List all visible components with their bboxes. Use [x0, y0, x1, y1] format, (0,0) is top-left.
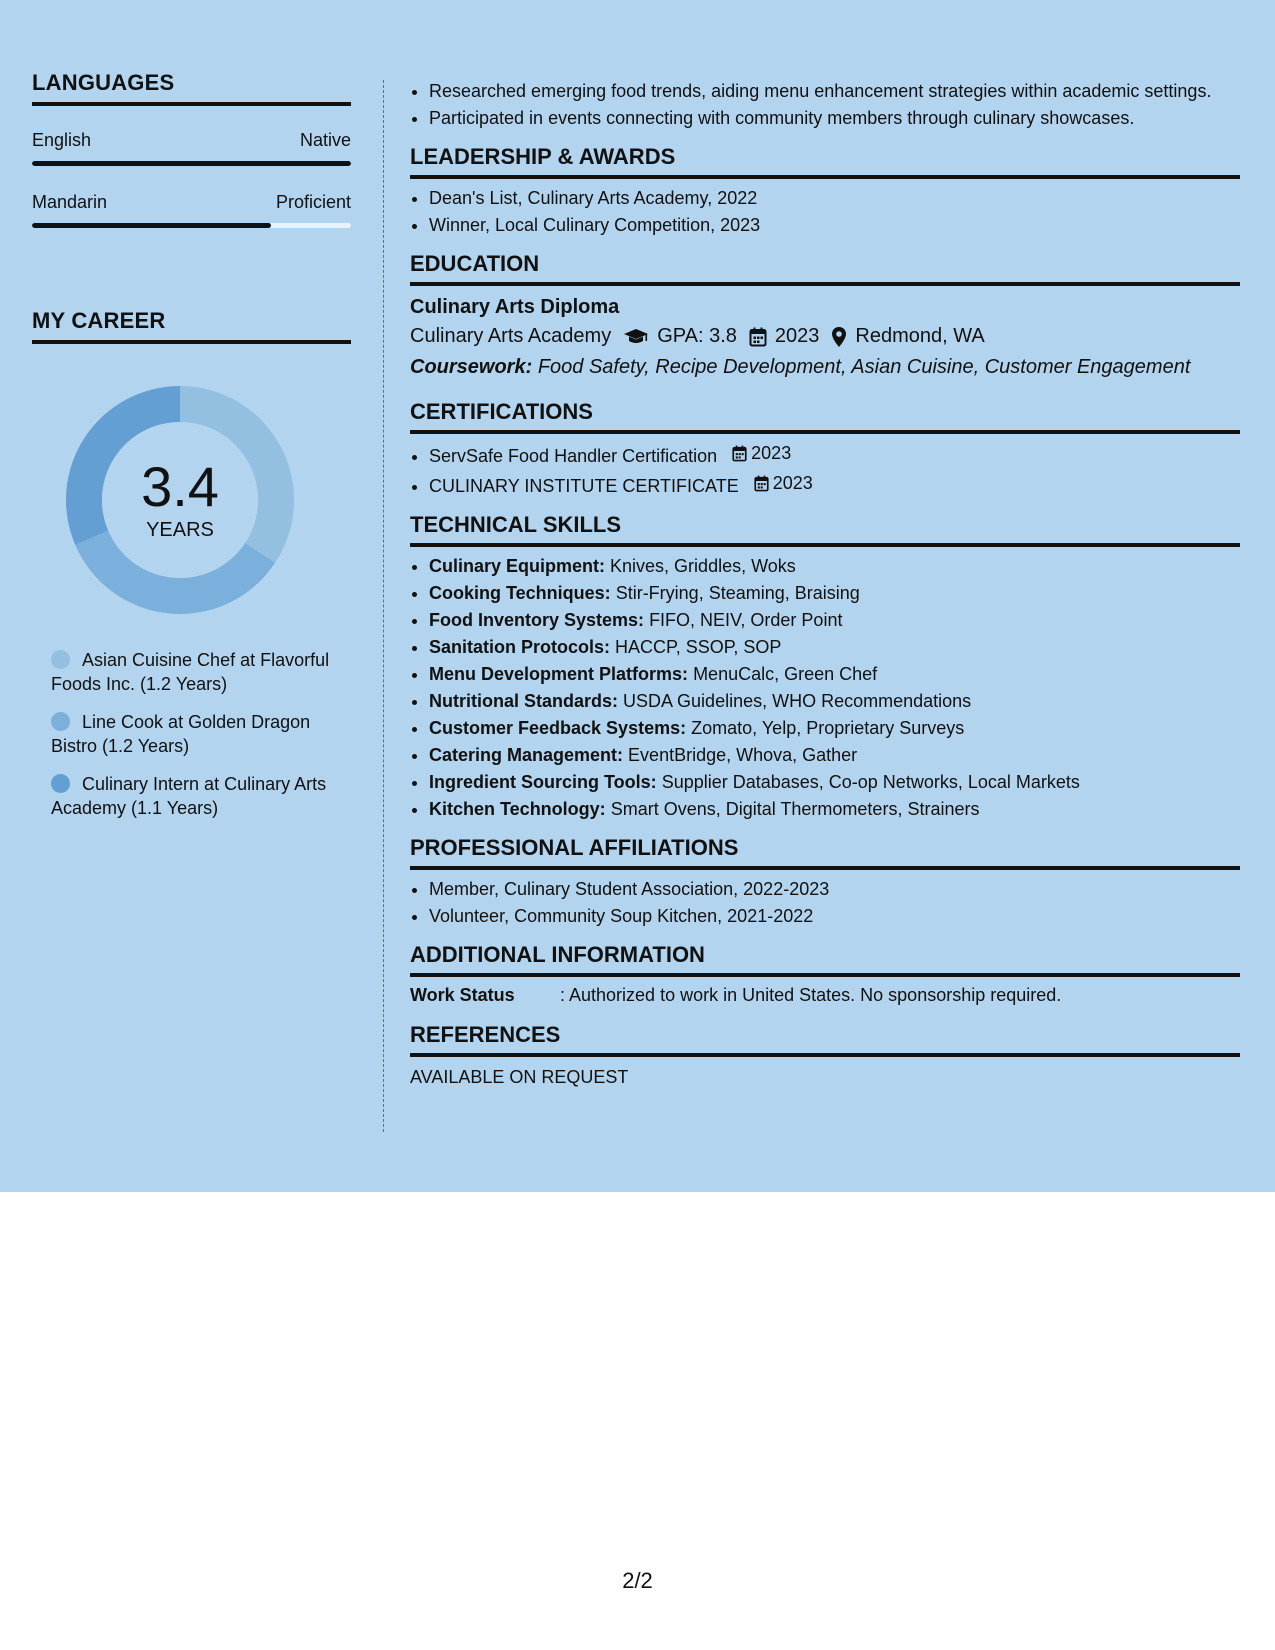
- skill-label: Kitchen Technology:: [429, 799, 606, 819]
- coursework-label: Coursework:: [410, 356, 533, 378]
- page-number: 2/2: [622, 1568, 653, 1593]
- language-name: English: [32, 130, 92, 150]
- list-item: [429, 688, 1240, 715]
- calendar-icon: [749, 327, 767, 347]
- skill-label: Sanitation Protocols:: [429, 637, 611, 657]
- section-title: LEADERSHIP & AWARDS: [410, 144, 1240, 179]
- education-details: [410, 325, 1240, 348]
- affiliations-list: [410, 876, 1240, 930]
- language-bar-fill: [32, 161, 351, 166]
- skill-value: Smart Ovens, Digital Thermometers, Strainers: [610, 799, 980, 819]
- section-title: CERTIFICATIONS: [410, 399, 1240, 434]
- section-title: EDUCATION: [410, 251, 1240, 286]
- list-item: [429, 661, 1240, 688]
- list-item: • Member, Culinary Student Association, 2022-2023: [429, 876, 1240, 903]
- list-item: [429, 580, 1240, 607]
- affiliations-section: [410, 835, 1240, 930]
- certifications-list: [410, 440, 1240, 500]
- section-title: ADDITIONAL INFORMATION: [410, 942, 1240, 977]
- language-bar-mandarin: [32, 223, 351, 228]
- language-level: Proficient: [275, 192, 351, 212]
- donut-center: [66, 386, 294, 614]
- leadership-list: [410, 185, 1240, 239]
- legend-dot: [51, 774, 70, 793]
- skills-section: [410, 512, 1240, 823]
- skill-value: USDA Guidelines, WHO Recommendations: [623, 691, 972, 711]
- language-bar-english: [32, 161, 351, 166]
- section-title: REFERENCES: [410, 1022, 1240, 1057]
- skill-label: Culinary Equipment:: [429, 556, 606, 576]
- language-name: Mandarin: [32, 192, 108, 212]
- list-item: • Winner, Local Culinary Competition, 2023: [429, 212, 1240, 239]
- career-heading: MY CAREER: [32, 308, 351, 344]
- career-total-value: 3.4: [141, 454, 219, 518]
- language-item-english: [32, 130, 351, 151]
- skills-list: [410, 553, 1240, 823]
- legend-item: [51, 710, 341, 758]
- list-item: [429, 634, 1240, 661]
- leadership-section: [410, 144, 1240, 239]
- additional-section: [410, 942, 1240, 1006]
- list-item: • Dean's List, Culinary Arts Academy, 2022: [429, 185, 1240, 212]
- coursework-value: Food Safety, Recipe Development, Asian Cuisine, Customer Engagement: [537, 356, 1191, 378]
- section-title: PROFESSIONAL AFFILIATIONS: [410, 835, 1240, 870]
- legend-item: [51, 772, 341, 820]
- list-item: [429, 440, 1240, 470]
- certifications-section: [410, 399, 1240, 500]
- education-year: 2023: [774, 325, 820, 347]
- skill-value: Supplier Databases, Co-op Networks, Local Markets: [661, 772, 1080, 792]
- certification-name: CULINARY INSTITUTE CERTIFICATE: [429, 476, 739, 496]
- work-status-value: : Authorized to work in United States. No sponsorship required.: [560, 985, 1062, 1005]
- location-pin-icon: [831, 326, 847, 348]
- list-item: • Researched emerging food trends, aiding menu enhancement strategies within academic settings.: [429, 78, 1240, 105]
- section-title: TECHNICAL SKILLS: [410, 512, 1240, 547]
- calendar-icon: [732, 445, 747, 462]
- education-gpa: GPA: 3.8: [657, 325, 737, 347]
- skill-label: Catering Management:: [429, 745, 624, 765]
- experience-bullets: [410, 78, 1240, 132]
- certification-name: ServSafe Food Handler Certification: [429, 446, 718, 466]
- column-divider: [383, 80, 384, 1132]
- skill-label: Menu Development Platforms:: [429, 664, 689, 684]
- list-item: [429, 715, 1240, 742]
- languages-heading: LANGUAGES: [32, 70, 351, 106]
- skill-label: Food Inventory Systems:: [429, 610, 645, 630]
- certification-year: 2023: [751, 443, 792, 463]
- career-legend: [51, 648, 351, 820]
- legend-label: Culinary Intern at Culinary Arts Academy (1.1 Years): [51, 774, 327, 818]
- skill-value: Zomato, Yelp, Proprietary Surveys: [691, 718, 965, 738]
- language-item-mandarin: [32, 192, 351, 213]
- skill-label: Customer Feedback Systems:: [429, 718, 687, 738]
- skill-label: Nutritional Standards:: [429, 691, 619, 711]
- references-text: AVAILABLE ON REQUEST: [410, 1067, 629, 1087]
- language-level: Native: [299, 130, 351, 150]
- list-item: [429, 607, 1240, 634]
- skill-label: Ingredient Sourcing Tools:: [429, 772, 657, 792]
- list-item: • Participated in events connecting with community members through culinary showcases.: [429, 105, 1240, 132]
- legend-dot: [51, 712, 70, 731]
- list-item: [429, 796, 1240, 823]
- education-location: Redmond, WA: [855, 325, 985, 347]
- work-status-row: [410, 985, 1240, 1006]
- skill-value: EventBridge, Whova, Gather: [628, 745, 858, 765]
- skill-value: FIFO, NEIV, Order Point: [649, 610, 843, 630]
- list-item: • Volunteer, Community Soup Kitchen, 2021-2022: [429, 903, 1240, 930]
- legend-dot: [51, 650, 70, 669]
- legend-item: [51, 648, 341, 696]
- list-item: [429, 553, 1240, 580]
- calendar-icon: [754, 475, 769, 492]
- certification-date: [754, 470, 813, 497]
- list-item: [429, 742, 1240, 769]
- main-column: [410, 78, 1240, 1088]
- skill-value: MenuCalc, Green Chef: [693, 664, 878, 684]
- education-coursework: [410, 356, 1240, 379]
- education-degree: Culinary Arts Diploma: [410, 296, 620, 318]
- list-item: [429, 470, 1240, 500]
- education-school: Culinary Arts Academy: [410, 325, 612, 347]
- career-total-unit: YEARS: [146, 518, 214, 541]
- skill-value: Knives, Griddles, Woks: [610, 556, 796, 576]
- legend-label: Line Cook at Golden Dragon Bistro (1.2 Years): [51, 712, 311, 756]
- work-status-label: Work Status: [410, 985, 515, 1005]
- sidebar: [32, 70, 351, 834]
- list-item: [429, 769, 1240, 796]
- graduation-cap-icon: [623, 327, 649, 347]
- skill-value: Stir-Frying, Steaming, Braising: [615, 583, 860, 603]
- certification-year: 2023: [772, 473, 813, 493]
- skill-value: HACCP, SSOP, SOP: [615, 637, 782, 657]
- language-bar-fill: [32, 223, 271, 228]
- career-donut-chart: [66, 386, 294, 614]
- certification-date: [732, 440, 791, 467]
- legend-label: Asian Cuisine Chef at Flavorful Foods Inc. (1.2 Years): [51, 650, 330, 694]
- references-section: [410, 1022, 1240, 1088]
- skill-label: Cooking Techniques:: [429, 583, 611, 603]
- education-section: [410, 251, 1240, 379]
